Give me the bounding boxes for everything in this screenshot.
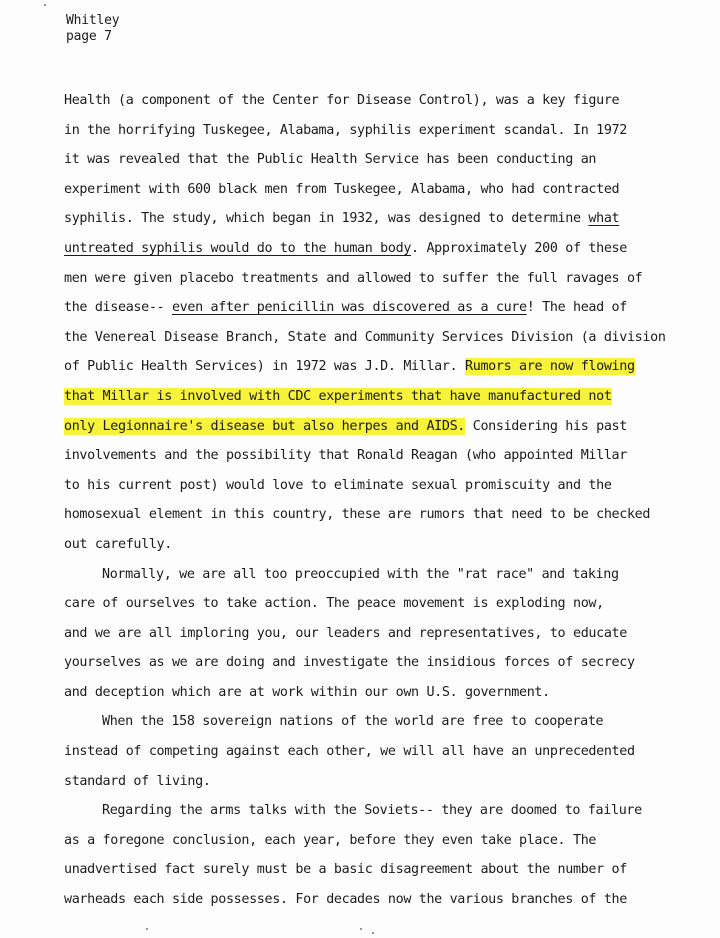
text-run: syphilis. The study, which began in 1932, was designed to determine <box>64 211 589 227</box>
text-run: . Approximately 200 of these <box>411 240 627 256</box>
text-run: to his current post) would love to eliminate sexual promiscuity and the <box>64 477 612 493</box>
text-run: out carefully. <box>64 536 172 552</box>
text-run: Considering his past <box>465 418 627 434</box>
text-run: involvements and the possibility that Ronald Reagan (who appointed Millar <box>64 448 627 464</box>
highlighted-text: that Millar is involved with CDC experiments that have manufactured not <box>64 388 612 404</box>
page-number: page 7 <box>66 29 112 44</box>
text-line <box>64 678 664 708</box>
paper-speck <box>44 4 46 6</box>
paper-speck <box>360 928 362 930</box>
text-run: instead of competing against each other, we will all have an unprecedented <box>64 744 635 760</box>
text-line <box>64 352 664 382</box>
text-line <box>64 500 664 530</box>
text-line <box>64 175 664 205</box>
text-line <box>64 737 664 767</box>
text-run: it was revealed that the Public Health Service has been conducting an <box>64 152 597 168</box>
text-run: the Venereal Disease Branch, State and Community Services Division (a division <box>64 329 666 345</box>
text-line <box>64 145 664 175</box>
text-line <box>64 264 664 294</box>
text-run: and we are all imploring you, our leaders and representatives, to educate <box>64 625 627 641</box>
underlined-text: what <box>588 211 620 227</box>
text-line <box>64 412 664 442</box>
text-line <box>64 471 664 501</box>
paper-speck <box>146 928 148 930</box>
text-line <box>64 707 664 737</box>
paper-speck <box>372 932 374 934</box>
text-run: Normally, we are all too preoccupied with the "rat race" and taking <box>102 566 619 582</box>
text-run: ! The head of <box>526 300 627 316</box>
text-run: men were given placebo treatments and allowed to suffer the full ravages of <box>64 270 643 286</box>
text-run: experiment with 600 black men from Tuskegee, Alabama, who had contracted <box>64 181 620 197</box>
text-line <box>64 648 664 678</box>
text-line <box>64 767 664 797</box>
typed-body-text <box>64 86 664 915</box>
text-run: unadvertised fact surely must be a basic disagreement about the number of <box>64 862 627 878</box>
underlined-text: even after penicillin was discovered as a cure <box>171 300 527 316</box>
text-line <box>64 116 664 146</box>
text-run: care of ourselves to take action. The peace movement is exploding now, <box>64 596 604 612</box>
text-run: Health (a component of the Center for Disease Control), was a key figure <box>64 93 620 108</box>
text-line <box>64 589 664 619</box>
text-line <box>64 826 664 856</box>
text-run: and deception which are at work within our own U.S. government. <box>64 684 550 700</box>
highlighted-text: Rumors are now flowing <box>465 359 635 375</box>
text-run: Regarding the arms talks with the Soviets-- they are doomed to failure <box>102 803 642 819</box>
text-run: the disease-- <box>64 300 172 316</box>
text-line <box>64 382 664 412</box>
page-header <box>66 13 119 45</box>
highlighted-text: only Legionnaire's disease but also herpes and AIDS. <box>64 418 466 434</box>
text-line <box>64 323 664 353</box>
underlined-text: untreated syphilis would do to the human body <box>64 240 412 256</box>
text-run: When the 158 sovereign nations of the world are free to cooperate <box>102 714 604 730</box>
text-line <box>64 855 664 885</box>
text-line <box>64 293 664 323</box>
author-name: Whitley <box>66 13 120 28</box>
text-run: standard of living. <box>64 773 211 789</box>
text-line <box>64 86 664 116</box>
text-run: as a foregone conclusion, each year, before they even take place. The <box>64 832 597 848</box>
text-run: homosexual element in this country, these are rumors that need to be checked <box>64 507 651 523</box>
text-line <box>64 441 664 471</box>
text-run: yourselves as we are doing and investigate the insidious forces of secrecy <box>64 655 635 671</box>
text-line <box>64 204 664 234</box>
text-run: in the horrifying Tuskegee, Alabama, syphilis experiment scandal. In 1972 <box>64 122 627 138</box>
text-line <box>64 530 664 560</box>
text-line <box>64 619 664 649</box>
text-run: of Public Health Services) in 1972 was J.D. Millar. <box>64 359 466 375</box>
text-line <box>64 234 664 264</box>
text-run: warheads each side possesses. For decades now the various branches of the <box>64 892 627 908</box>
text-line <box>64 796 664 826</box>
text-line <box>64 560 664 590</box>
text-line <box>64 885 664 915</box>
